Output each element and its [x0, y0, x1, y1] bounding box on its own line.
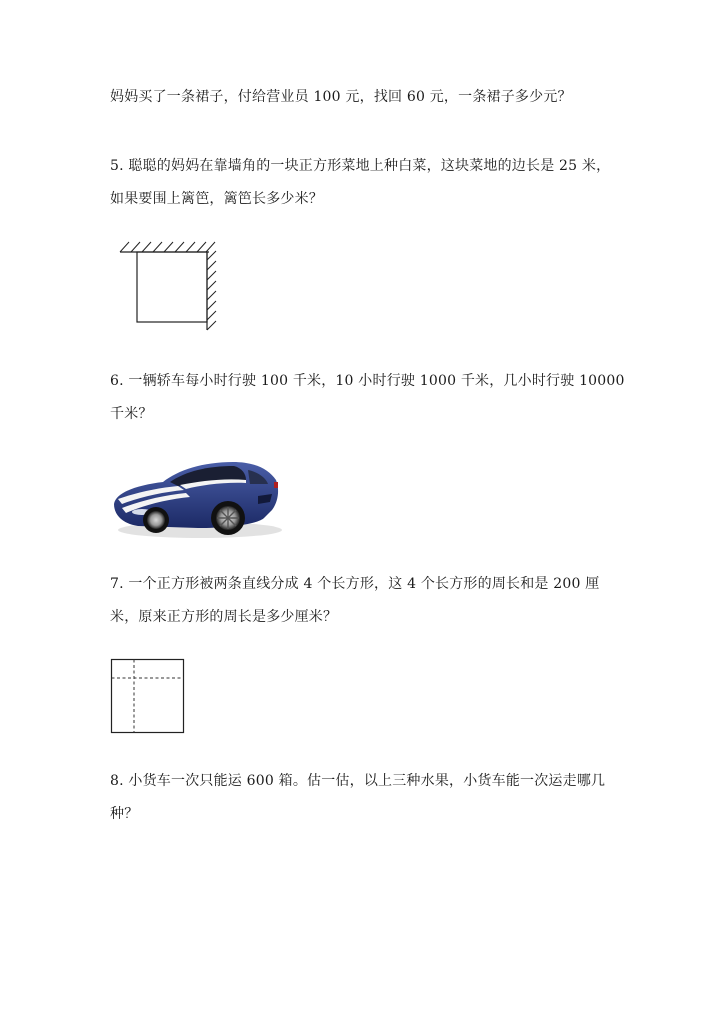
problem-7-line-1: 7. 一个正方形被两条直线分成 4 个长方形，这 4 个长方形的周长和是 200 厘 — [110, 576, 600, 592]
square-garden-wall-figure — [112, 236, 222, 334]
problem-6-line-2: 千米？ — [110, 406, 153, 422]
problem-6-line-1: 6. 一辆轿车每小时行驶 100 千米，10 小时行驶 1000 千米，几小时行驶 10000 — [110, 373, 625, 389]
problem-5-line-1: 5. 聪聪的妈妈在靠墙角的一块正方形菜地上种白菜，这块菜地的边长是 25 米， — [110, 158, 611, 174]
problem-7-line-2: 米，原来正方形的周长是多少厘米？ — [110, 609, 338, 625]
problem-5-line-2: 如果要围上篱笆，篱笆长多少米？ — [110, 191, 323, 207]
problem-8-line-2: 种？ — [110, 806, 139, 822]
problem-4-text: 妈妈买了一条裙子，付给营业员 100 元，找回 60 元，一条裙子多少元？ — [110, 89, 572, 105]
problem-8-line-1: 8. 小货车一次只能运 600 箱。估一估，以上三种水果，小货车能一次运走哪几 — [110, 773, 606, 789]
divided-square-figure — [110, 658, 186, 736]
sports-car-image — [108, 452, 284, 542]
